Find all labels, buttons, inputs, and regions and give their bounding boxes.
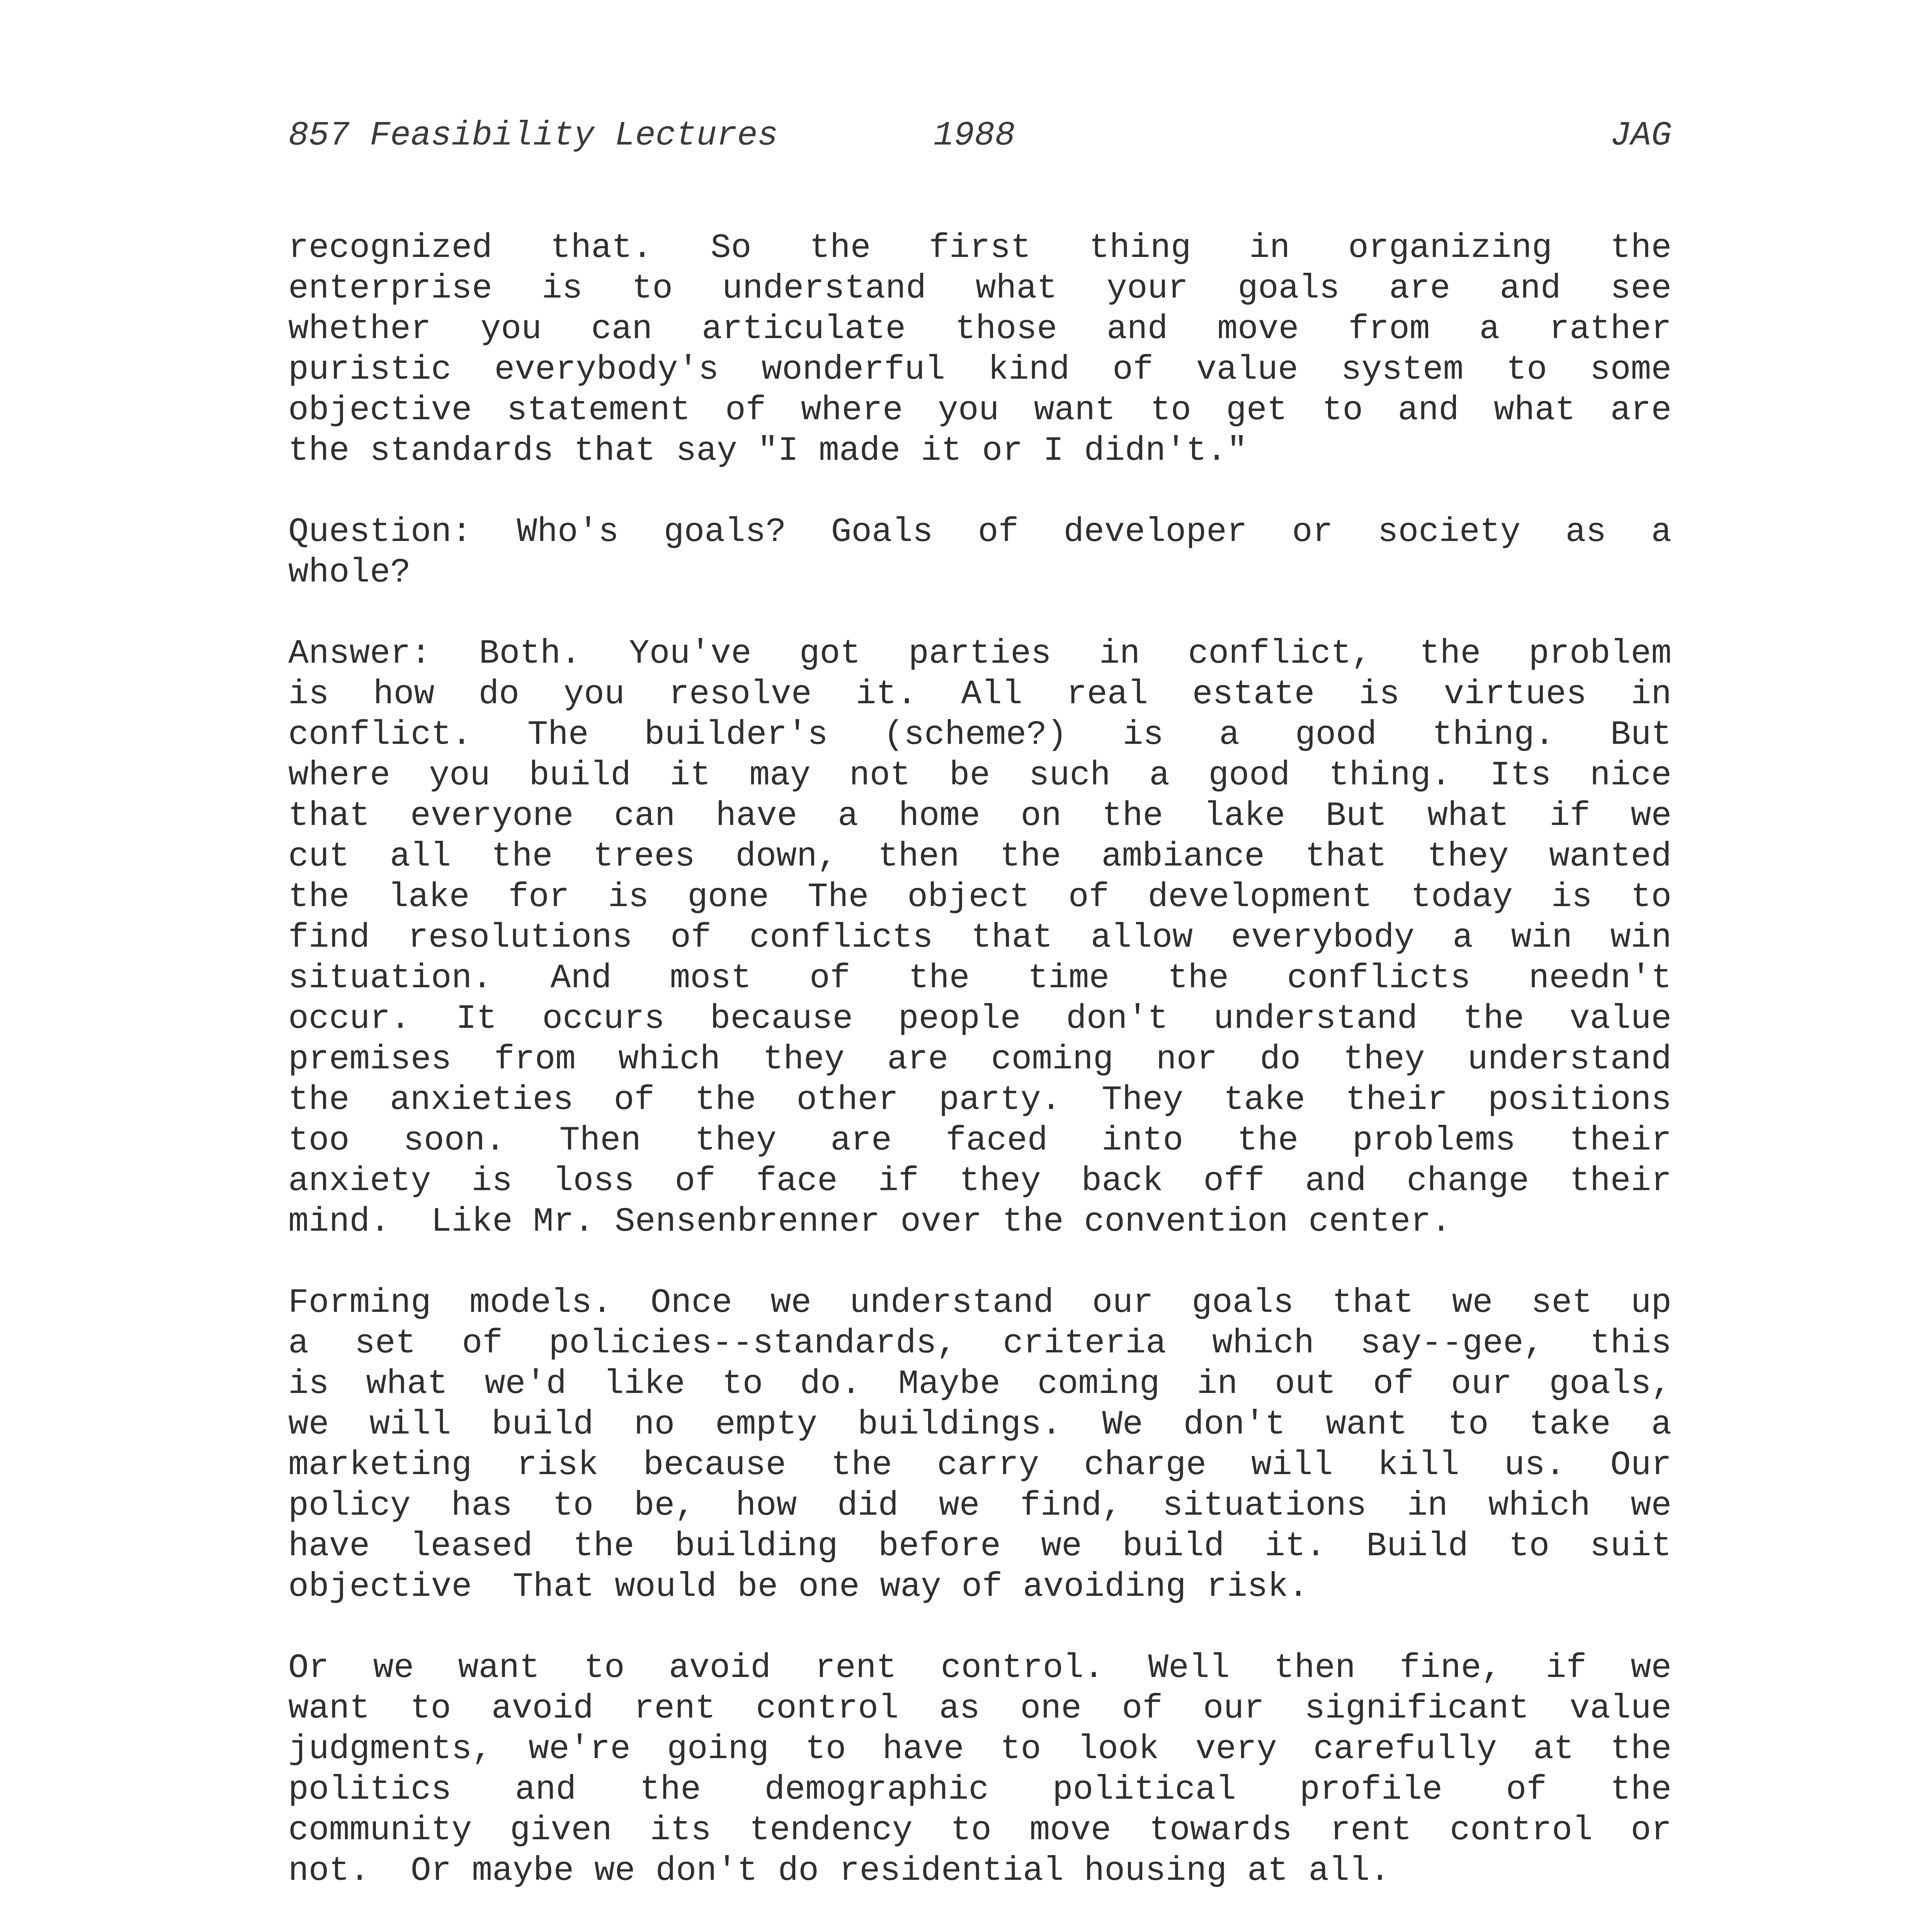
- text-line: puristic everybody's wonderful kind of value system to some: [288, 351, 1672, 389]
- text-line: mind. Like Mr. Sensenbrenner over the convention center.: [288, 1203, 1452, 1241]
- header-year: 1988: [934, 117, 1015, 155]
- text-line: politics and the demographic political profile of the: [288, 1771, 1672, 1809]
- text-line: objective That would be one way of avoiding risk.: [288, 1568, 1309, 1606]
- text-line: community given its tendency to move towards rent control or: [288, 1811, 1672, 1850]
- text-line: occur. It occurs because people don't understand the value: [288, 1000, 1672, 1038]
- text-line: Or we want to avoid rent control. Well then fine, if we: [288, 1649, 1672, 1687]
- text-line: find resolutions of conflicts that allow everybody a win win: [288, 919, 1672, 957]
- text-line: have leased the building before we build it. Build to suit: [288, 1527, 1672, 1566]
- text-line: whether you can articulate those and move from a rather: [288, 310, 1672, 349]
- text-line: policy has to be, how did we find, situations in which we: [288, 1487, 1672, 1525]
- paragraph: [288, 512, 1672, 593]
- text-line: the anxieties of the other party. They take their positions: [288, 1081, 1672, 1119]
- paragraph: [288, 1283, 1672, 1607]
- paragraph: [288, 228, 1672, 471]
- text-line: is how do you resolve it. All real estate is virtues in: [288, 675, 1672, 714]
- text-line: premises from which they are coming nor do they understand: [288, 1041, 1672, 1079]
- text-line: we will build no empty buildings. We don't want to take a: [288, 1406, 1672, 1444]
- text-line: too soon. Then they are faced into the problems their: [288, 1122, 1672, 1160]
- text-line: is what we'd like to do. Maybe coming in out of our goals,: [288, 1365, 1672, 1403]
- text-line: recognized that. So the first thing in organizing the: [288, 229, 1672, 267]
- document-body: [288, 228, 1672, 1932]
- text-line: whole?: [288, 554, 411, 592]
- text-line: objective statement of where you want to get to and what are: [288, 391, 1672, 430]
- text-line: where you build it may not be such a good thing. Its nice: [288, 757, 1672, 795]
- text-line: Question: Who's goals? Goals of developer or society as a: [288, 513, 1672, 551]
- text-line: situation. And most of the time the conflicts needn't: [288, 959, 1672, 998]
- text-line: anxiety is loss of face if they back off and change their: [288, 1162, 1672, 1201]
- text-line: the standards that say "I made it or I didn't.": [288, 432, 1248, 470]
- text-line: want to avoid rent control as one of our significant value: [288, 1690, 1672, 1728]
- text-line: cut all the trees down, then the ambiance that they wanted: [288, 838, 1672, 876]
- text-line: a set of policies--standards, criteria which say--gee, this: [288, 1325, 1672, 1363]
- header-title: 857 Feasibility Lectures: [288, 117, 778, 155]
- header-initials: JAG: [1610, 117, 1672, 155]
- paragraph: [288, 1648, 1672, 1891]
- paragraph: [288, 634, 1672, 1242]
- text-line: not. Or maybe we don't do residential housing at all.: [288, 1852, 1390, 1890]
- running-header: [288, 113, 1672, 159]
- text-line: the lake for is gone The object of development today is to: [288, 878, 1672, 917]
- text-line: that everyone can have a home on the lake But what if we: [288, 797, 1672, 835]
- text-line: judgments, we're going to have to look very carefully at the: [288, 1730, 1672, 1769]
- text-line: conflict. The builder's (scheme?) is a good thing. But: [288, 716, 1672, 754]
- text-line: enterprise is to understand what your goals are and see: [288, 270, 1672, 308]
- text-line: Forming models. Once we understand our goals that we set up: [288, 1284, 1672, 1322]
- text-line: marketing risk because the carry charge will kill us. Our: [288, 1446, 1672, 1485]
- text-line: Answer: Both. You've got parties in conflict, the problem: [288, 635, 1672, 673]
